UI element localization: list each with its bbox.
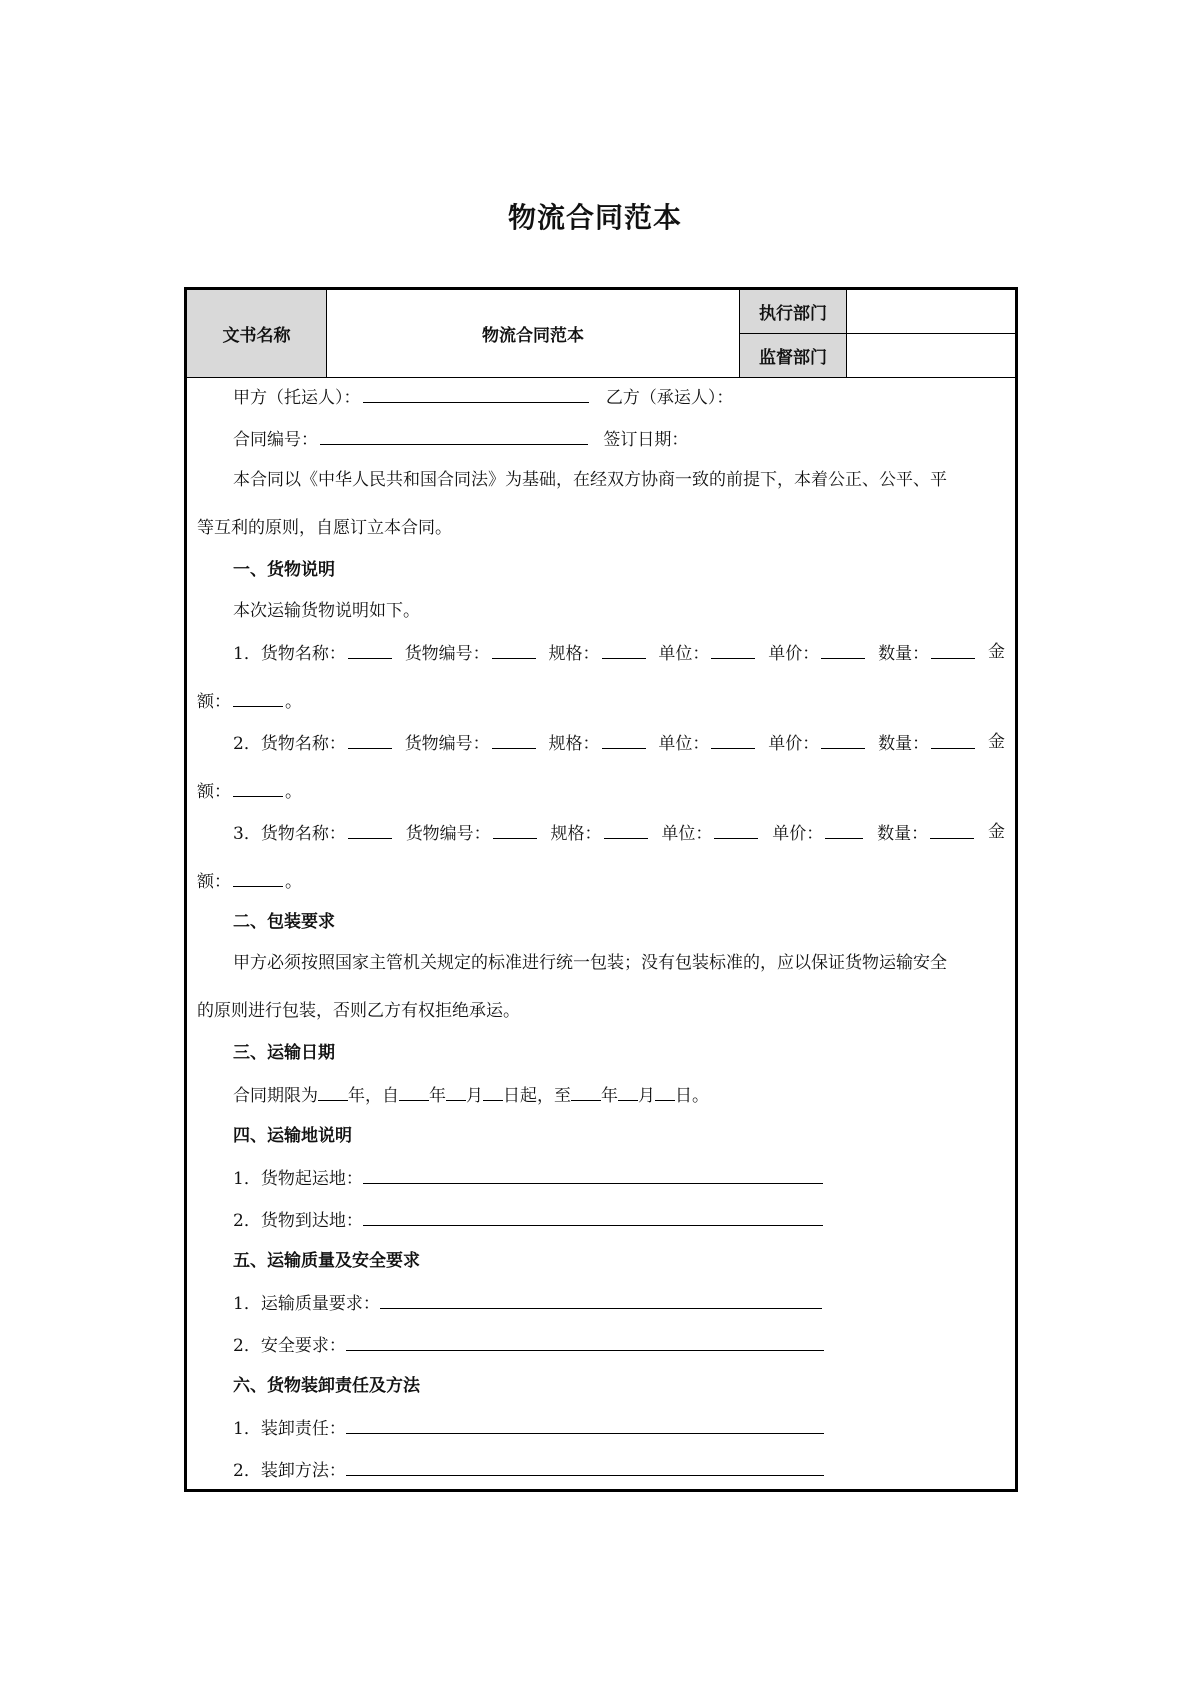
goods-name-label: 货物名称： bbox=[260, 824, 346, 844]
goods-item-number: 3． bbox=[233, 824, 261, 844]
safety-label: 2．安全要求： bbox=[233, 1336, 346, 1356]
goods-amount-blank[interactable] bbox=[233, 688, 283, 707]
contract-no-label: 合同编号： bbox=[233, 430, 318, 450]
section-6-heading: 六、货物装卸责任及方法 bbox=[233, 1376, 420, 1396]
party-line bbox=[233, 384, 733, 410]
section-1-desc: 本次运输货物说明如下。 bbox=[233, 601, 420, 621]
period-text: 合同期限为 bbox=[233, 1086, 318, 1106]
goods-item-1-amount bbox=[197, 688, 302, 714]
end-year-blank[interactable] bbox=[571, 1082, 601, 1101]
goods-code-blank[interactable] bbox=[492, 640, 536, 659]
intro-line-2: 等互利的原则，自愿订立本合同。 bbox=[197, 518, 452, 538]
goods-unit-blank[interactable] bbox=[714, 820, 758, 839]
contract-form bbox=[184, 287, 1018, 1492]
handling-duty-label: 1．装卸责任： bbox=[233, 1419, 346, 1439]
goods-item-2-amount bbox=[197, 778, 302, 804]
goods-spec-label: 规格： bbox=[548, 644, 600, 664]
goods-code-label: 货物编号： bbox=[404, 734, 490, 754]
safety-blank[interactable] bbox=[346, 1332, 824, 1351]
goods-price-blank[interactable] bbox=[821, 640, 865, 659]
handling-duty-blank[interactable] bbox=[346, 1415, 824, 1434]
start-year-blank[interactable] bbox=[399, 1082, 429, 1101]
goods-name-blank[interactable] bbox=[348, 640, 392, 659]
destination-label: 2．货物到达地： bbox=[233, 1211, 363, 1231]
goods-code-blank[interactable] bbox=[493, 820, 537, 839]
goods-unit-label: 单位： bbox=[658, 644, 710, 664]
goods-unit-label: 单位： bbox=[658, 734, 710, 754]
goods-qty-blank[interactable] bbox=[931, 730, 975, 749]
supervise-dept-label: 监督部门 bbox=[740, 334, 847, 378]
goods-code-label: 货物编号： bbox=[404, 644, 490, 664]
goods-unit-blank[interactable] bbox=[711, 640, 755, 659]
period-text: 年，自 bbox=[348, 1086, 399, 1106]
goods-name-label: 货物名称： bbox=[260, 734, 346, 754]
party-a-blank[interactable] bbox=[363, 384, 589, 403]
goods-item-2 bbox=[233, 730, 1005, 756]
goods-code-blank[interactable] bbox=[492, 730, 536, 749]
goods-amount-label-a: 金 bbox=[987, 732, 1005, 752]
section-2-line-1: 甲方必须按照国家主管机关规定的标准进行统一包装；没有包装标准的，应以保证货物运输安全 bbox=[233, 953, 947, 973]
goods-item-3 bbox=[233, 820, 1005, 846]
period-years-blank[interactable] bbox=[318, 1082, 348, 1101]
goods-price-label: 单价： bbox=[768, 644, 820, 664]
doc-name-label: 文书名称 bbox=[187, 290, 327, 378]
contract-period-line bbox=[233, 1082, 709, 1108]
doc-name-value: 物流合同范本 bbox=[327, 290, 740, 378]
period-text: 月 bbox=[466, 1086, 483, 1106]
goods-spec-blank[interactable] bbox=[604, 820, 648, 839]
party-a-label: 甲方（托运人）： bbox=[233, 388, 361, 408]
contract-no-blank[interactable] bbox=[320, 426, 588, 445]
quality-line bbox=[233, 1290, 822, 1316]
goods-amount-blank[interactable] bbox=[233, 868, 283, 887]
start-month-blank[interactable] bbox=[446, 1082, 466, 1101]
goods-amount-label-b: 额： bbox=[197, 692, 231, 712]
goods-end-mark: 。 bbox=[285, 872, 302, 892]
goods-spec-label: 规格： bbox=[548, 734, 600, 754]
safety-line bbox=[233, 1332, 824, 1358]
goods-price-label: 单价： bbox=[768, 734, 820, 754]
goods-price-label: 单价： bbox=[772, 824, 824, 844]
goods-end-mark: 。 bbox=[285, 692, 302, 712]
period-text: 日。 bbox=[675, 1086, 709, 1106]
handling-method-blank[interactable] bbox=[346, 1457, 824, 1476]
period-text: 日起，至 bbox=[503, 1086, 571, 1106]
section-1-heading: 一、货物说明 bbox=[233, 560, 335, 580]
supervise-dept-field[interactable] bbox=[847, 334, 1015, 378]
goods-item-number: 1． bbox=[233, 644, 261, 664]
quality-blank[interactable] bbox=[380, 1290, 822, 1309]
goods-name-blank[interactable] bbox=[348, 730, 392, 749]
section-2-heading: 二、包装要求 bbox=[233, 912, 335, 932]
destination-line bbox=[233, 1207, 823, 1233]
goods-spec-blank[interactable] bbox=[602, 640, 646, 659]
goods-spec-blank[interactable] bbox=[602, 730, 646, 749]
intro-line-1: 本合同以《中华人民共和国合同法》为基础，在经双方协商一致的前提下，本着公正、公平、平 bbox=[233, 470, 947, 490]
origin-blank[interactable] bbox=[363, 1165, 823, 1184]
goods-spec-label: 规格： bbox=[550, 824, 602, 844]
goods-end-mark: 。 bbox=[285, 782, 302, 802]
section-3-heading: 三、运输日期 bbox=[233, 1043, 335, 1063]
destination-blank[interactable] bbox=[363, 1207, 823, 1226]
period-text: 年 bbox=[601, 1086, 618, 1106]
handling-method-label: 2．装卸方法： bbox=[233, 1461, 346, 1481]
sign-date-label: 签订日期： bbox=[603, 430, 689, 450]
goods-unit-label: 单位： bbox=[661, 824, 713, 844]
goods-amount-blank[interactable] bbox=[233, 778, 283, 797]
goods-amount-label-a: 金 bbox=[987, 642, 1005, 662]
party-b-label: 乙方（承运人）： bbox=[605, 388, 734, 408]
goods-unit-blank[interactable] bbox=[711, 730, 755, 749]
end-month-blank[interactable] bbox=[618, 1082, 638, 1101]
goods-qty-blank[interactable] bbox=[931, 640, 975, 659]
goods-item-3-amount bbox=[197, 868, 302, 894]
goods-qty-label: 数量： bbox=[878, 644, 930, 664]
goods-name-label: 货物名称： bbox=[260, 644, 346, 664]
goods-code-label: 货物编号： bbox=[405, 824, 491, 844]
goods-item-1 bbox=[233, 640, 1005, 666]
end-day-blank[interactable] bbox=[655, 1082, 675, 1101]
start-day-blank[interactable] bbox=[483, 1082, 503, 1101]
goods-price-blank[interactable] bbox=[821, 730, 865, 749]
exec-dept-field[interactable] bbox=[847, 290, 1015, 334]
goods-name-blank[interactable] bbox=[348, 820, 392, 839]
page-title: 物流合同范本 bbox=[507, 201, 682, 234]
section-2-line-2: 的原则进行包装，否则乙方有权拒绝承运。 bbox=[197, 1001, 520, 1021]
goods-amount-label-b: 额： bbox=[197, 872, 231, 892]
goods-amount-label-b: 额： bbox=[197, 782, 231, 802]
quality-label: 1．运输质量要求： bbox=[233, 1294, 380, 1314]
goods-qty-label: 数量： bbox=[877, 824, 929, 844]
contract-no-line bbox=[233, 426, 688, 452]
period-text: 年 bbox=[429, 1086, 446, 1106]
period-text: 月 bbox=[638, 1086, 655, 1106]
section-5-heading: 五、运输质量及安全要求 bbox=[233, 1251, 420, 1271]
exec-dept-label: 执行部门 bbox=[740, 290, 847, 334]
handling-duty-line bbox=[233, 1415, 824, 1441]
origin-line bbox=[233, 1165, 823, 1191]
goods-qty-blank[interactable] bbox=[930, 820, 974, 839]
goods-price-blank[interactable] bbox=[825, 820, 863, 839]
origin-label: 1．货物起运地： bbox=[233, 1169, 363, 1189]
goods-item-number: 2． bbox=[233, 734, 261, 754]
goods-amount-label-a: 金 bbox=[987, 822, 1005, 842]
handling-method-line bbox=[233, 1457, 824, 1483]
section-4-heading: 四、运输地说明 bbox=[233, 1126, 352, 1146]
goods-qty-label: 数量： bbox=[878, 734, 930, 754]
